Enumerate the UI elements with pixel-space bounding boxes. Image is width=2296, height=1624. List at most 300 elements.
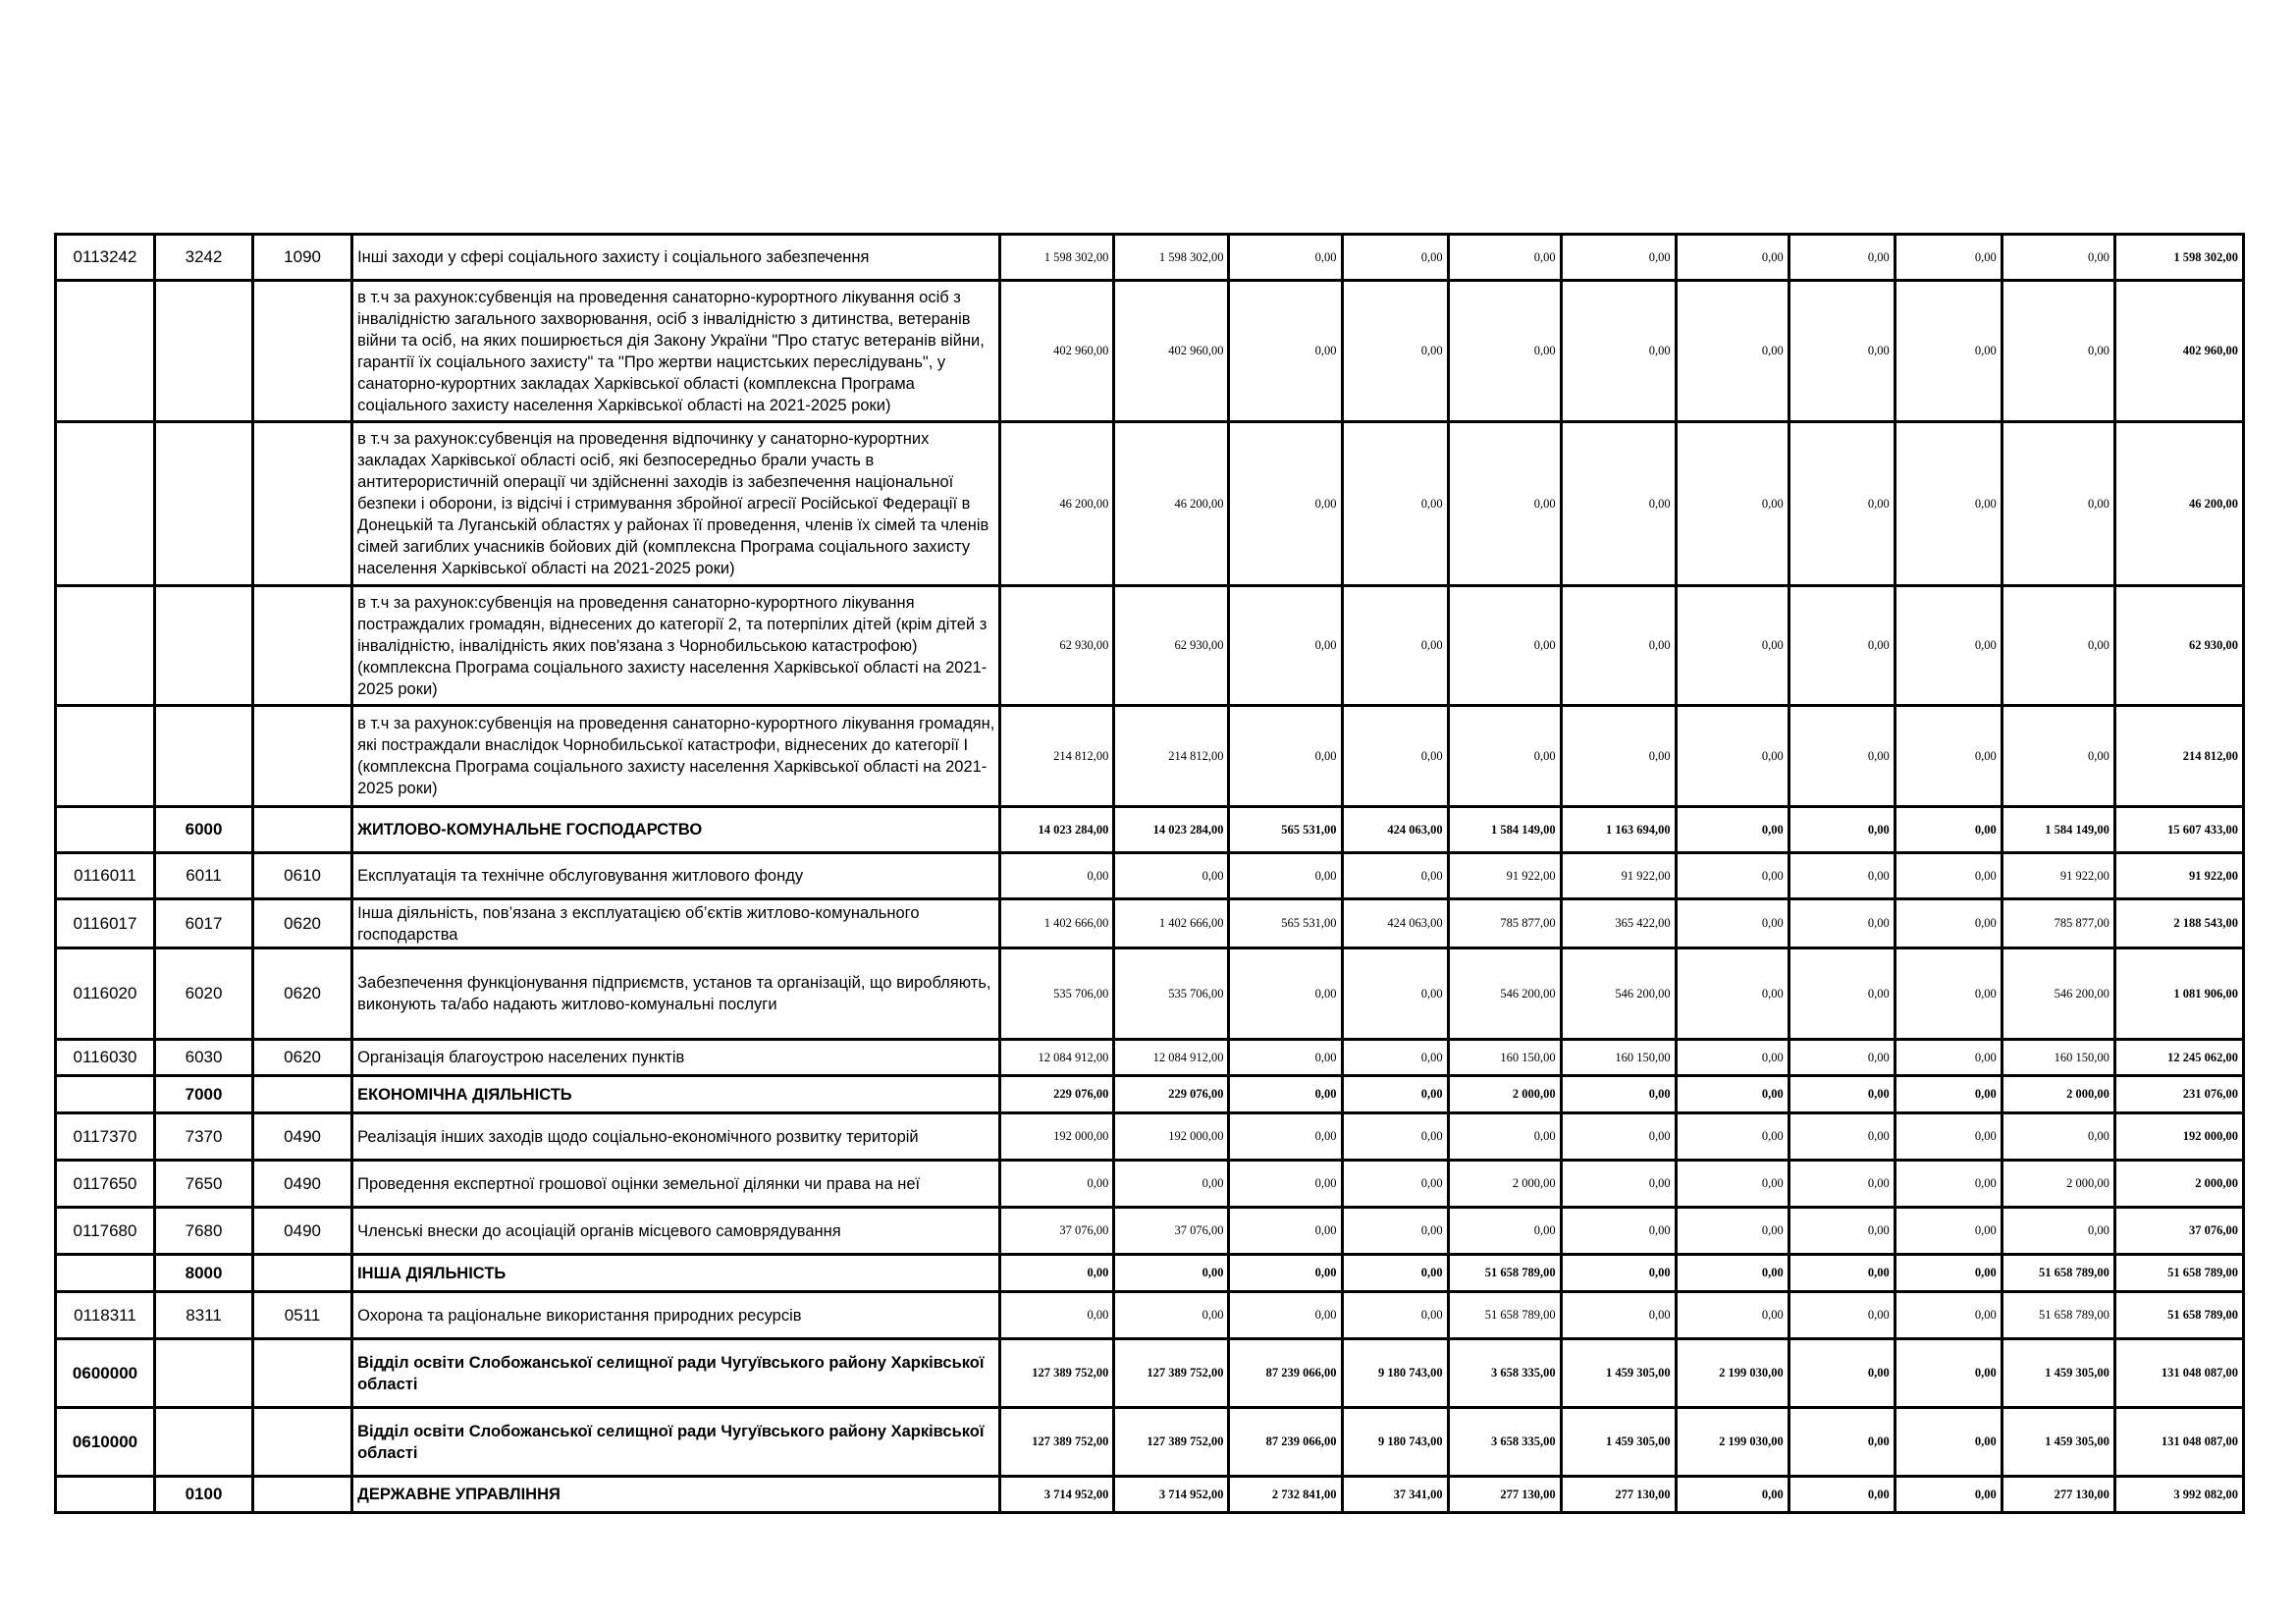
amount-cell: 0,00	[1561, 1076, 1676, 1113]
amount-cell: 424 063,00	[1342, 807, 1448, 853]
amount-cell: 0,00	[1561, 281, 1676, 422]
amount-cell: 0,00	[1229, 235, 1342, 281]
amount-cell: 0,00	[1229, 422, 1342, 586]
amount-cell: 91 922,00	[2002, 853, 2114, 899]
amount-cell: 402 960,00	[1000, 281, 1114, 422]
table-row	[56, 948, 2244, 1040]
item-name-cell: Організація благоустрою населених пунктів	[352, 1040, 1000, 1076]
amount-cell: 0,00	[1448, 281, 1561, 422]
amount-cell: 0,00	[1789, 948, 1895, 1040]
amount-cell: 0,00	[1676, 1255, 1789, 1292]
amount-cell: 0,00	[1342, 281, 1448, 422]
amount-cell: 0,00	[1229, 1076, 1342, 1113]
kfk-code-cell: 0490	[253, 1113, 352, 1161]
amount-cell: 0,00	[1676, 586, 1789, 706]
amount-cell: 0,00	[1000, 853, 1114, 899]
amount-cell: 785 877,00	[2002, 899, 2114, 948]
amount-cell: 192 000,00	[1114, 1113, 1229, 1161]
amount-cell: 0,00	[1895, 422, 2002, 586]
amount-cell: 2 000,00	[1448, 1076, 1561, 1113]
kfk-code-cell: 0620	[253, 899, 352, 948]
amount-cell: 2 199 030,00	[1676, 1408, 1789, 1477]
amount-cell: 0,00	[1342, 235, 1448, 281]
amount-cell: 0,00	[1895, 1339, 2002, 1408]
item-name-cell: Експлуатація та технічне обслуговування житлового фонду	[352, 853, 1000, 899]
amount-cell: 0,00	[1789, 1255, 1895, 1292]
program-code-cell	[56, 807, 155, 853]
amount-cell: 0,00	[1342, 1292, 1448, 1339]
amount-cell: 0,00	[1000, 1161, 1114, 1208]
amount-cell: 0,00	[1561, 706, 1676, 807]
amount-cell: 0,00	[1229, 1292, 1342, 1339]
amount-cell: 0,00	[1229, 706, 1342, 807]
amount-cell: 0,00	[1000, 1292, 1114, 1339]
amount-cell: 0,00	[1561, 1161, 1676, 1208]
amount-cell: 0,00	[1676, 899, 1789, 948]
item-name-cell: Інша діяльність, пов’язана з експлуатацією об’єктів житлово-комунального господарства	[352, 899, 1000, 948]
item-name-cell: в т.ч за рахунок:субвенція на проведення відпочинку у санаторно-курортних закладах Харківської області осіб, які безпосередньо брали участь в антитерористичній операції чи здійсненні заходів із забезпечення національної безпеки і оборони, із відсічі і стримування збройної агресії Російської Федерації в Донецькій та Луганській областях у районах її проведення, членів їх сімей та членів сімей загиблих учасників бойових дій (комплексна Програма соціального захисту населення Харківської області на 2021-2025 роки)	[352, 422, 1000, 586]
total-amount-cell: 2 188 543,00	[2114, 899, 2243, 948]
kpk-code-cell	[155, 422, 253, 586]
amount-cell: 0,00	[1789, 1161, 1895, 1208]
item-name-cell: Членські внески до асоціацій органів місцевого самоврядування	[352, 1208, 1000, 1255]
amount-cell: 0,00	[1895, 586, 2002, 706]
amount-cell: 0,00	[1448, 706, 1561, 807]
amount-cell: 1 459 305,00	[2002, 1339, 2114, 1408]
amount-cell: 0,00	[1114, 1161, 1229, 1208]
amount-cell: 1 402 666,00	[1000, 899, 1114, 948]
amount-cell: 0,00	[1342, 586, 1448, 706]
amount-cell: 229 076,00	[1000, 1076, 1114, 1113]
amount-cell: 12 084 912,00	[1114, 1040, 1229, 1076]
amount-cell: 0,00	[1789, 1339, 1895, 1408]
item-name-cell: Проведення експертної грошової оцінки земельної ділянки чи права на неї	[352, 1161, 1000, 1208]
amount-cell: 535 706,00	[1000, 948, 1114, 1040]
amount-cell: 0,00	[1676, 1113, 1789, 1161]
amount-cell: 46 200,00	[1114, 422, 1229, 586]
amount-cell: 0,00	[1448, 586, 1561, 706]
amount-cell: 0,00	[1229, 853, 1342, 899]
program-code-cell: 0600000	[56, 1339, 155, 1408]
amount-cell: 160 150,00	[2002, 1040, 2114, 1076]
kpk-code-cell	[155, 1408, 253, 1477]
kpk-code-cell: 8000	[155, 1255, 253, 1292]
kpk-code-cell: 7650	[155, 1161, 253, 1208]
amount-cell: 402 960,00	[1114, 281, 1229, 422]
item-name-cell: ІНША ДІЯЛЬНІСТЬ	[352, 1255, 1000, 1292]
kpk-code-cell: 7370	[155, 1113, 253, 1161]
amount-cell: 229 076,00	[1114, 1076, 1229, 1113]
amount-cell: 0,00	[1789, 235, 1895, 281]
kfk-code-cell	[253, 422, 352, 586]
amount-cell: 0,00	[1448, 1113, 1561, 1161]
amount-cell: 0,00	[1342, 422, 1448, 586]
amount-cell: 14 023 284,00	[1114, 807, 1229, 853]
item-name-cell: Відділ освіти Слобожанської селищної ради Чугуївського району Харківської області	[352, 1408, 1000, 1477]
amount-cell: 51 658 789,00	[1448, 1292, 1561, 1339]
amount-cell: 0,00	[1561, 1208, 1676, 1255]
amount-cell: 0,00	[1895, 1208, 2002, 1255]
amount-cell: 0,00	[1114, 1255, 1229, 1292]
amount-cell: 0,00	[1676, 1292, 1789, 1339]
amount-cell: 0,00	[1342, 853, 1448, 899]
amount-cell: 0,00	[2002, 235, 2114, 281]
amount-cell: 0,00	[1114, 1292, 1229, 1339]
total-amount-cell: 402 960,00	[2114, 281, 2243, 422]
table-row	[56, 1292, 2244, 1339]
total-amount-cell: 91 922,00	[2114, 853, 2243, 899]
amount-cell: 0,00	[1895, 1408, 2002, 1477]
amount-cell: 1 584 149,00	[2002, 807, 2114, 853]
program-code-cell	[56, 1255, 155, 1292]
amount-cell: 0,00	[1789, 706, 1895, 807]
amount-cell: 0,00	[1448, 235, 1561, 281]
item-name-cell: Охорона та раціональне використання природних ресурсів	[352, 1292, 1000, 1339]
amount-cell: 0,00	[1895, 235, 2002, 281]
amount-cell: 0,00	[1676, 948, 1789, 1040]
amount-cell: 1 163 694,00	[1561, 807, 1676, 853]
amount-cell: 0,00	[1789, 1292, 1895, 1339]
kpk-code-cell: 6011	[155, 853, 253, 899]
total-amount-cell: 1 598 302,00	[2114, 235, 2243, 281]
amount-cell: 0,00	[1676, 1208, 1789, 1255]
amount-cell: 0,00	[1342, 1255, 1448, 1292]
amount-cell: 0,00	[1789, 1113, 1895, 1161]
amount-cell: 0,00	[1895, 706, 2002, 807]
total-amount-cell: 131 048 087,00	[2114, 1339, 2243, 1408]
total-amount-cell: 46 200,00	[2114, 422, 2243, 586]
total-amount-cell: 2 000,00	[2114, 1161, 2243, 1208]
table-row	[56, 1408, 2244, 1477]
amount-cell: 0,00	[1895, 1477, 2002, 1513]
total-amount-cell: 12 245 062,00	[2114, 1040, 2243, 1076]
amount-cell: 3 714 952,00	[1114, 1477, 1229, 1513]
amount-cell: 91 922,00	[1561, 853, 1676, 899]
amount-cell: 9 180 743,00	[1342, 1339, 1448, 1408]
amount-cell: 0,00	[1895, 1113, 2002, 1161]
amount-cell: 0,00	[1561, 1113, 1676, 1161]
budget-sheet	[54, 233, 2245, 1514]
kfk-code-cell	[253, 1339, 352, 1408]
kpk-code-cell: 6000	[155, 807, 253, 853]
program-code-cell	[56, 586, 155, 706]
item-name-cell: Забезпечення функціонування підприємств, установ та організацій, що виробляють, виконують та/або надають житлово-комунальні послуги	[352, 948, 1000, 1040]
amount-cell: 0,00	[1895, 1161, 2002, 1208]
kfk-code-cell: 0620	[253, 948, 352, 1040]
amount-cell: 0,00	[1229, 586, 1342, 706]
budget-table	[54, 233, 2245, 1514]
item-name-cell: в т.ч за рахунок:субвенція на проведення санаторно-курортного лікування громадян, які постраждали внаслідок Чорнобильської катастрофи, віднесених до категорії I (комплексна Програма соціального захисту населення Харківської області на 2021-2025 роки)	[352, 706, 1000, 807]
table-row	[56, 706, 2244, 807]
total-amount-cell: 214 812,00	[2114, 706, 2243, 807]
program-code-cell: 0116030	[56, 1040, 155, 1076]
amount-cell: 0,00	[1676, 1161, 1789, 1208]
table-row	[56, 235, 2244, 281]
amount-cell: 0,00	[1561, 1292, 1676, 1339]
amount-cell: 0,00	[1789, 807, 1895, 853]
program-code-cell	[56, 422, 155, 586]
amount-cell: 0,00	[1000, 1255, 1114, 1292]
kpk-code-cell: 6020	[155, 948, 253, 1040]
item-name-cell: ДЕРЖАВНЕ УПРАВЛІННЯ	[352, 1477, 1000, 1513]
amount-cell: 0,00	[1789, 281, 1895, 422]
item-name-cell: Відділ освіти Слобожанської селищної ради Чугуївського району Харківської області	[352, 1339, 1000, 1408]
kpk-code-cell: 7000	[155, 1076, 253, 1113]
kpk-code-cell: 3242	[155, 235, 253, 281]
budget-table-body	[56, 235, 2244, 1513]
table-row	[56, 1339, 2244, 1408]
program-code-cell: 0118311	[56, 1292, 155, 1339]
amount-cell: 3 658 335,00	[1448, 1339, 1561, 1408]
amount-cell: 424 063,00	[1342, 899, 1448, 948]
amount-cell: 0,00	[1895, 807, 2002, 853]
kpk-code-cell: 6030	[155, 1040, 253, 1076]
amount-cell: 37 076,00	[1000, 1208, 1114, 1255]
amount-cell: 0,00	[1229, 1255, 1342, 1292]
kfk-code-cell	[253, 586, 352, 706]
amount-cell: 277 130,00	[2002, 1477, 2114, 1513]
amount-cell: 87 239 066,00	[1229, 1408, 1342, 1477]
amount-cell: 0,00	[1561, 235, 1676, 281]
amount-cell: 2 732 841,00	[1229, 1477, 1342, 1513]
kpk-code-cell	[155, 1339, 253, 1408]
program-code-cell	[56, 1076, 155, 1113]
amount-cell: 1 598 302,00	[1114, 235, 1229, 281]
kfk-code-cell	[253, 807, 352, 853]
total-amount-cell: 192 000,00	[2114, 1113, 2243, 1161]
amount-cell: 0,00	[1561, 1255, 1676, 1292]
amount-cell: 91 922,00	[1448, 853, 1561, 899]
amount-cell: 277 130,00	[1561, 1477, 1676, 1513]
amount-cell: 0,00	[1895, 1255, 2002, 1292]
item-name-cell: ЖИТЛОВО-КОМУНАЛЬНЕ ГОСПОДАРСТВО	[352, 807, 1000, 853]
program-code-cell: 0113242	[56, 235, 155, 281]
amount-cell: 0,00	[2002, 422, 2114, 586]
amount-cell: 0,00	[1895, 1076, 2002, 1113]
amount-cell: 0,00	[1789, 853, 1895, 899]
amount-cell: 1 459 305,00	[1561, 1408, 1676, 1477]
amount-cell: 51 658 789,00	[2002, 1292, 2114, 1339]
kpk-code-cell	[155, 706, 253, 807]
amount-cell: 3 658 335,00	[1448, 1408, 1561, 1477]
amount-cell: 546 200,00	[1561, 948, 1676, 1040]
table-row	[56, 281, 2244, 422]
amount-cell: 127 389 752,00	[1114, 1408, 1229, 1477]
amount-cell: 0,00	[1676, 1076, 1789, 1113]
total-amount-cell: 62 930,00	[2114, 586, 2243, 706]
kfk-code-cell: 0490	[253, 1208, 352, 1255]
amount-cell: 127 389 752,00	[1000, 1339, 1114, 1408]
amount-cell: 2 199 030,00	[1676, 1339, 1789, 1408]
table-row	[56, 1477, 2244, 1513]
amount-cell: 0,00	[1895, 1040, 2002, 1076]
amount-cell: 0,00	[1895, 948, 2002, 1040]
amount-cell: 160 150,00	[1448, 1040, 1561, 1076]
amount-cell: 160 150,00	[1561, 1040, 1676, 1076]
program-code-cell: 0116011	[56, 853, 155, 899]
program-code-cell: 0117680	[56, 1208, 155, 1255]
amount-cell: 87 239 066,00	[1229, 1339, 1342, 1408]
total-amount-cell: 51 658 789,00	[2114, 1292, 2243, 1339]
kfk-code-cell: 1090	[253, 235, 352, 281]
amount-cell: 0,00	[1676, 1477, 1789, 1513]
amount-cell: 0,00	[1676, 235, 1789, 281]
table-row	[56, 1076, 2244, 1113]
amount-cell: 0,00	[1895, 853, 2002, 899]
total-amount-cell: 1 081 906,00	[2114, 948, 2243, 1040]
item-name-cell: в т.ч за рахунок:субвенція на проведення санаторно-курортного лікування постраждалих громадян, віднесених до категорії 2, та потерпілих дітей (крім дітей з інвалідністю, інвалідність яких пов'язана з Чорнобильською катастрофою) (комплексна Програма соціального захисту населення Харківської області на 2021-2025 роки)	[352, 586, 1000, 706]
total-amount-cell: 3 992 082,00	[2114, 1477, 2243, 1513]
amount-cell: 0,00	[1448, 422, 1561, 586]
amount-cell: 1 459 305,00	[1561, 1339, 1676, 1408]
amount-cell: 0,00	[1448, 1208, 1561, 1255]
amount-cell: 127 389 752,00	[1000, 1408, 1114, 1477]
kfk-code-cell	[253, 1408, 352, 1477]
amount-cell: 0,00	[1561, 422, 1676, 586]
amount-cell: 62 930,00	[1000, 586, 1114, 706]
amount-cell: 0,00	[1342, 1208, 1448, 1255]
amount-cell: 62 930,00	[1114, 586, 1229, 706]
kfk-code-cell	[253, 1477, 352, 1513]
amount-cell: 0,00	[1342, 706, 1448, 807]
table-row	[56, 1113, 2244, 1161]
amount-cell: 0,00	[1789, 422, 1895, 586]
program-code-cell: 0610000	[56, 1408, 155, 1477]
amount-cell: 0,00	[1789, 1477, 1895, 1513]
amount-cell: 0,00	[1229, 1161, 1342, 1208]
amount-cell: 1 598 302,00	[1000, 235, 1114, 281]
table-row	[56, 586, 2244, 706]
amount-cell: 0,00	[1561, 586, 1676, 706]
program-code-cell: 0116017	[56, 899, 155, 948]
kfk-code-cell: 0511	[253, 1292, 352, 1339]
amount-cell: 0,00	[1676, 422, 1789, 586]
amount-cell: 0,00	[1229, 281, 1342, 422]
amount-cell: 1 459 305,00	[2002, 1408, 2114, 1477]
amount-cell: 9 180 743,00	[1342, 1408, 1448, 1477]
amount-cell: 785 877,00	[1448, 899, 1561, 948]
amount-cell: 192 000,00	[1000, 1113, 1114, 1161]
amount-cell: 0,00	[1789, 586, 1895, 706]
amount-cell: 0,00	[2002, 281, 2114, 422]
table-row	[56, 853, 2244, 899]
amount-cell: 46 200,00	[1000, 422, 1114, 586]
amount-cell: 0,00	[1789, 1408, 1895, 1477]
kfk-code-cell: 0610	[253, 853, 352, 899]
item-name-cell: в т.ч за рахунок:субвенція на проведення санаторно-курортного лікування осіб з інвалідністю загального захворювання, осіб з інвалідністю з дитинства, ветеранів війни та осіб, на яких поширюється дія Закону України "Про статус ветеранів війни, гарантії їх соціального захисту" та "Про жертви нацистських переслідувань", у санаторно-курортних закладах Харківської області (комплексна Програма соціального захисту населення Харківської області на 2021-2025 роки)	[352, 281, 1000, 422]
item-name-cell: ЕКОНОМІЧНА ДІЯЛЬНІСТЬ	[352, 1076, 1000, 1113]
amount-cell: 0,00	[1676, 1040, 1789, 1076]
kpk-code-cell: 8311	[155, 1292, 253, 1339]
amount-cell: 0,00	[2002, 706, 2114, 807]
amount-cell: 0,00	[2002, 586, 2114, 706]
kfk-code-cell: 0490	[253, 1161, 352, 1208]
table-row	[56, 1208, 2244, 1255]
amount-cell: 51 658 789,00	[1448, 1255, 1561, 1292]
amount-cell: 0,00	[1895, 281, 2002, 422]
table-row	[56, 1040, 2244, 1076]
amount-cell: 546 200,00	[2002, 948, 2114, 1040]
kfk-code-cell	[253, 706, 352, 807]
program-code-cell: 0116020	[56, 948, 155, 1040]
kfk-code-cell	[253, 1076, 352, 1113]
amount-cell: 0,00	[1895, 899, 2002, 948]
amount-cell: 1 402 666,00	[1114, 899, 1229, 948]
amount-cell: 12 084 912,00	[1000, 1040, 1114, 1076]
amount-cell: 2 000,00	[2002, 1076, 2114, 1113]
kpk-code-cell	[155, 586, 253, 706]
table-row	[56, 899, 2244, 948]
amount-cell: 0,00	[1342, 1161, 1448, 1208]
amount-cell: 0,00	[1342, 1113, 1448, 1161]
program-code-cell	[56, 1477, 155, 1513]
amount-cell: 0,00	[1342, 1040, 1448, 1076]
kfk-code-cell: 0620	[253, 1040, 352, 1076]
amount-cell: 365 422,00	[1561, 899, 1676, 948]
amount-cell: 0,00	[1789, 1208, 1895, 1255]
amount-cell: 0,00	[1229, 1113, 1342, 1161]
amount-cell: 14 023 284,00	[1000, 807, 1114, 853]
table-row	[56, 807, 2244, 853]
amount-cell: 0,00	[1676, 281, 1789, 422]
amount-cell: 0,00	[1676, 853, 1789, 899]
kpk-code-cell: 7680	[155, 1208, 253, 1255]
amount-cell: 2 000,00	[2002, 1161, 2114, 1208]
program-code-cell: 0117370	[56, 1113, 155, 1161]
amount-cell: 2 000,00	[1448, 1161, 1561, 1208]
amount-cell: 0,00	[1789, 899, 1895, 948]
amount-cell: 0,00	[1895, 1292, 2002, 1339]
amount-cell: 0,00	[1229, 948, 1342, 1040]
kfk-code-cell	[253, 1255, 352, 1292]
table-row	[56, 1255, 2244, 1292]
program-code-cell	[56, 706, 155, 807]
table-row	[56, 422, 2244, 586]
amount-cell: 1 584 149,00	[1448, 807, 1561, 853]
amount-cell: 37 076,00	[1114, 1208, 1229, 1255]
program-code-cell	[56, 281, 155, 422]
program-code-cell: 0117650	[56, 1161, 155, 1208]
amount-cell: 0,00	[1229, 1208, 1342, 1255]
total-amount-cell: 231 076,00	[2114, 1076, 2243, 1113]
amount-cell: 0,00	[1342, 1076, 1448, 1113]
amount-cell: 0,00	[1789, 1076, 1895, 1113]
amount-cell: 0,00	[1676, 706, 1789, 807]
amount-cell: 0,00	[1114, 853, 1229, 899]
amount-cell: 535 706,00	[1114, 948, 1229, 1040]
amount-cell: 0,00	[2002, 1208, 2114, 1255]
item-name-cell: Реалізація інших заходів щодо соціально-економічного розвитку територій	[352, 1113, 1000, 1161]
kpk-code-cell: 0100	[155, 1477, 253, 1513]
amount-cell: 214 812,00	[1000, 706, 1114, 807]
table-row	[56, 1161, 2244, 1208]
amount-cell: 565 531,00	[1229, 807, 1342, 853]
amount-cell: 0,00	[1229, 1040, 1342, 1076]
total-amount-cell: 37 076,00	[2114, 1208, 2243, 1255]
total-amount-cell: 131 048 087,00	[2114, 1408, 2243, 1477]
kpk-code-cell	[155, 281, 253, 422]
total-amount-cell: 15 607 433,00	[2114, 807, 2243, 853]
amount-cell: 214 812,00	[1114, 706, 1229, 807]
amount-cell: 127 389 752,00	[1114, 1339, 1229, 1408]
amount-cell: 0,00	[2002, 1113, 2114, 1161]
amount-cell: 0,00	[1342, 948, 1448, 1040]
amount-cell: 37 341,00	[1342, 1477, 1448, 1513]
amount-cell: 0,00	[1676, 807, 1789, 853]
kpk-code-cell: 6017	[155, 899, 253, 948]
amount-cell: 565 531,00	[1229, 899, 1342, 948]
amount-cell: 0,00	[1789, 1040, 1895, 1076]
